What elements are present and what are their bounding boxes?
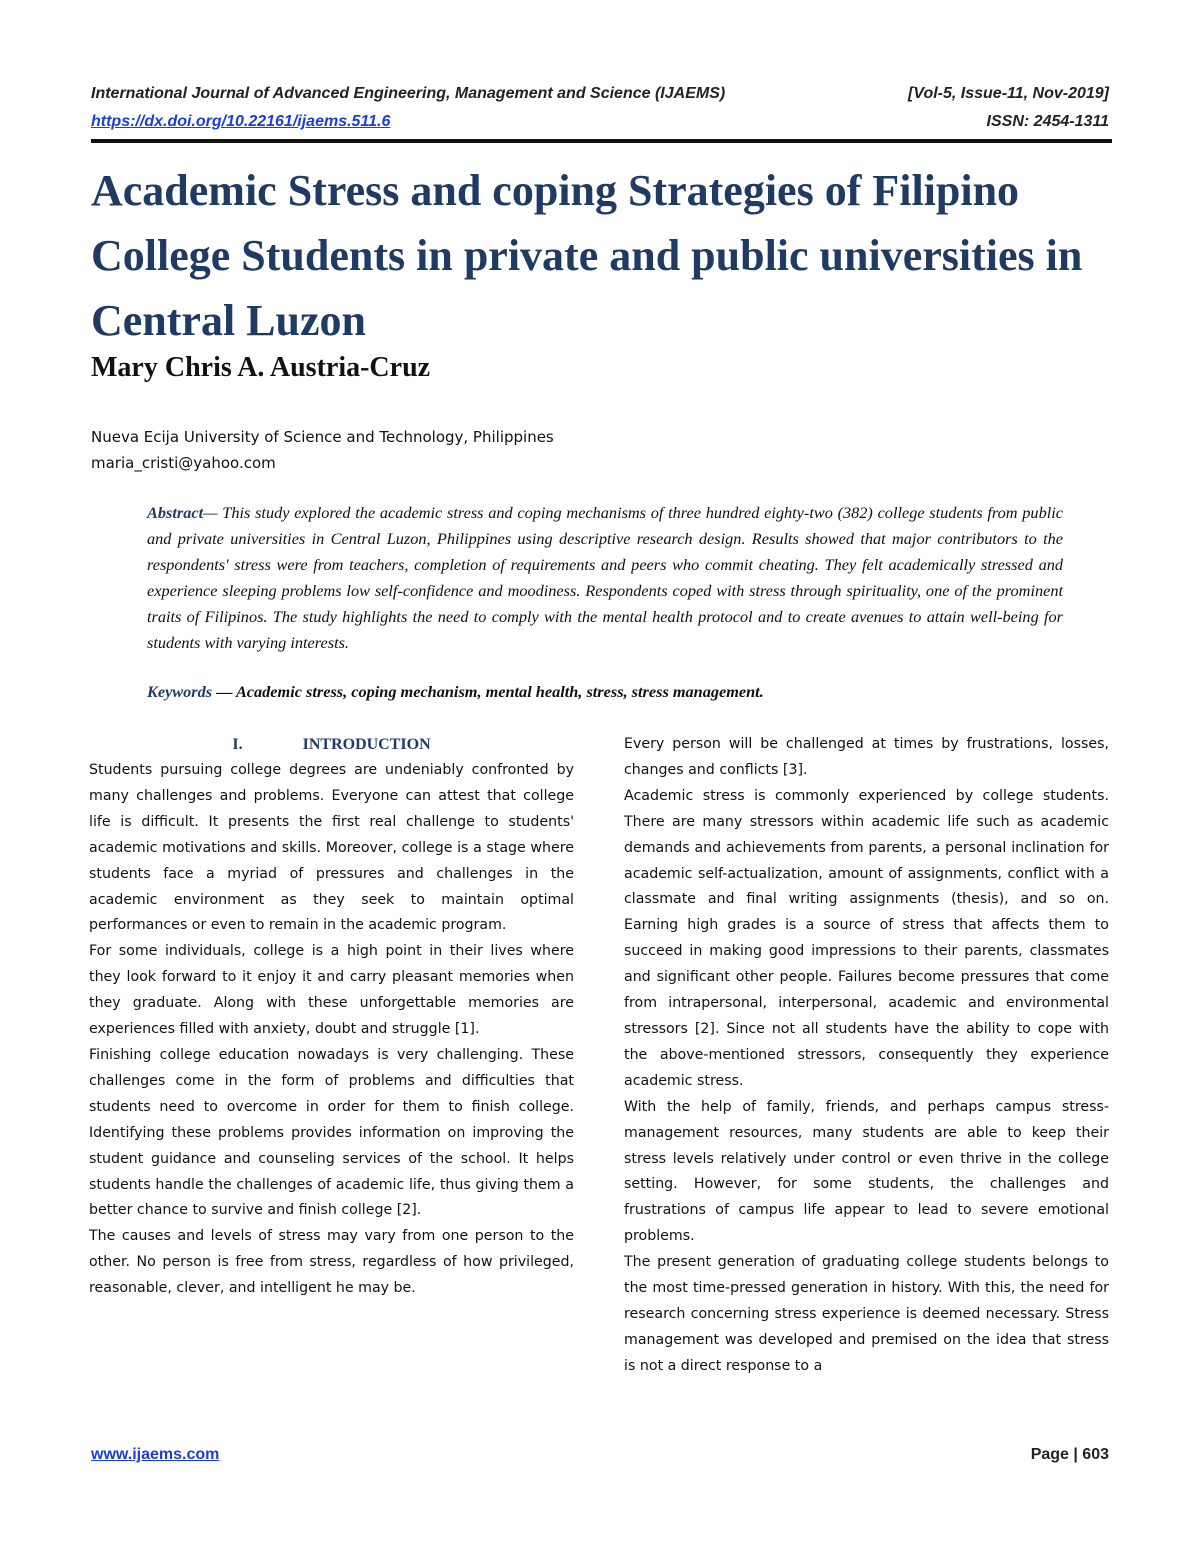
page-number: Page | 603 xyxy=(1030,1446,1109,1463)
doi-link[interactable]: https://dx.doi.org/10.22161/ijaems.511.6 xyxy=(91,113,391,130)
author-email: maria_cristi@yahoo.com xyxy=(91,454,276,472)
running-header-line2 xyxy=(91,113,1109,131)
abstract xyxy=(147,500,1063,656)
abstract-label: Abstract xyxy=(147,503,204,522)
paragraph: For some individuals, college is a high point in their lives where they look forward to it enjoy it and carry pleasant memories when they graduate. Along with these unforgettable memories are experiences filled with anxiety, doubt and struggle [1]. xyxy=(89,943,574,1038)
paragraph: The causes and levels of stress may vary from one person to the other. No person is free from stress, regardless of how privileged, reasonable, clever, and intelligent he may be. xyxy=(89,1228,574,1297)
running-header xyxy=(91,85,1109,103)
issue-info: [Vol-5, Issue-11, Nov-2019] xyxy=(908,85,1109,102)
paragraph: Finishing college education nowadays is very challenging. These challenges come in the form of problems and difficulties that students need to overcome in order for them to finish college. Identifying these problems provides information on improving the student guidance and counseling services of the school. It helps students handle the challenges of academic life, thus giving them a better chance to survive and finish college [2]. xyxy=(89,1046,574,1219)
keywords-label: Keywords xyxy=(147,682,213,701)
keywords-text: — Academic stress, coping mechanism, mental health, stress, stress management. xyxy=(212,682,764,701)
paragraph: Academic stress is commonly experienced by college students. There are many stressors within academic life such as academic demands and achievements from parents, a personal inclination for academic self-actualization, amount of assignments, conflict with a classmate and final writing assignments (thesis), and so on. Earning high grades is a source of stress that affects them to succeed in making good impressions to their parents, classmates and significant other people. Failures become pressures that come from intrapersonal, interpersonal, academic and environmental stressors [2]. Since not all students have the ability to cope with the above-mentioned stressors, consequently they experience academic stress. xyxy=(624,787,1109,1089)
website-link[interactable]: www.ijaems.com xyxy=(91,1446,220,1463)
section-heading xyxy=(89,732,574,758)
left-column xyxy=(89,732,574,1302)
paper-title: Academic Stress and coping Strategies of Filipino College Students in private and public universities in Central Luzon xyxy=(91,166,1083,345)
abstract-text: — This study explored the academic stress and coping mechanisms of three hundred eighty-two (382) college students from public and private universities in Central Luzon, Philippines using descriptive research design. Results showed that major contributors to the respondents' stress were from teachers, completion of requirements and peers who commit cheating. They felt academically stressed and experience sleeping problems low self-confidence and moodiness. Respondents coped with stress through spirituality, one of the prominent traits of Filipinos. The study highlights the need to comply with the mental health protocol and to create avenues to attain well-being for students with varying interests. xyxy=(147,503,1063,652)
section-number: I. xyxy=(232,736,243,753)
journal-name: International Journal of Advanced Engineering, Management and Science (IJAEMS) xyxy=(91,85,726,102)
page-footer xyxy=(91,1446,1109,1464)
paragraph: The present generation of graduating college students belongs to the most time-pressed generation in history. With this, the need for research concerning stress experience is deemed necessary. Stress management was developed and premised on the idea that stress is not a direct response to a xyxy=(624,1254,1109,1374)
section-title: INTRODUCTION xyxy=(302,736,431,753)
affiliation: Nueva Ecija University of Science and Technology, Philippines xyxy=(91,428,554,446)
right-column xyxy=(624,732,1109,1380)
author-name: Mary Chris A. Austria-Cruz xyxy=(91,352,431,383)
paragraph: With the help of family, friends, and perhaps campus stress-management resources, many students are able to keep their stress levels relatively under control or even thrive in the college setting. However, for some students, the challenges and frustrations of campus life appear to lead to severe emotional problems. xyxy=(624,1098,1109,1245)
paragraph: Students pursuing college degrees are undeniably confronted by many challenges and problems. Everyone can attest that college life is difficult. It presents the first real challenge to students' academic motivations and skills. Moreover, college is a stage where students face a myriad of pressures and challenges in the academic environment as they seek to maintain optimal performances or even to remain in the academic program. xyxy=(89,762,574,934)
keywords xyxy=(147,682,1063,702)
header-rule xyxy=(91,139,1112,143)
affiliation-block xyxy=(91,424,554,476)
issn: ISSN: 2454-1311 xyxy=(986,113,1109,130)
paragraph: Every person will be challenged at times by frustrations, losses, changes and conflicts [3]. xyxy=(624,736,1109,778)
